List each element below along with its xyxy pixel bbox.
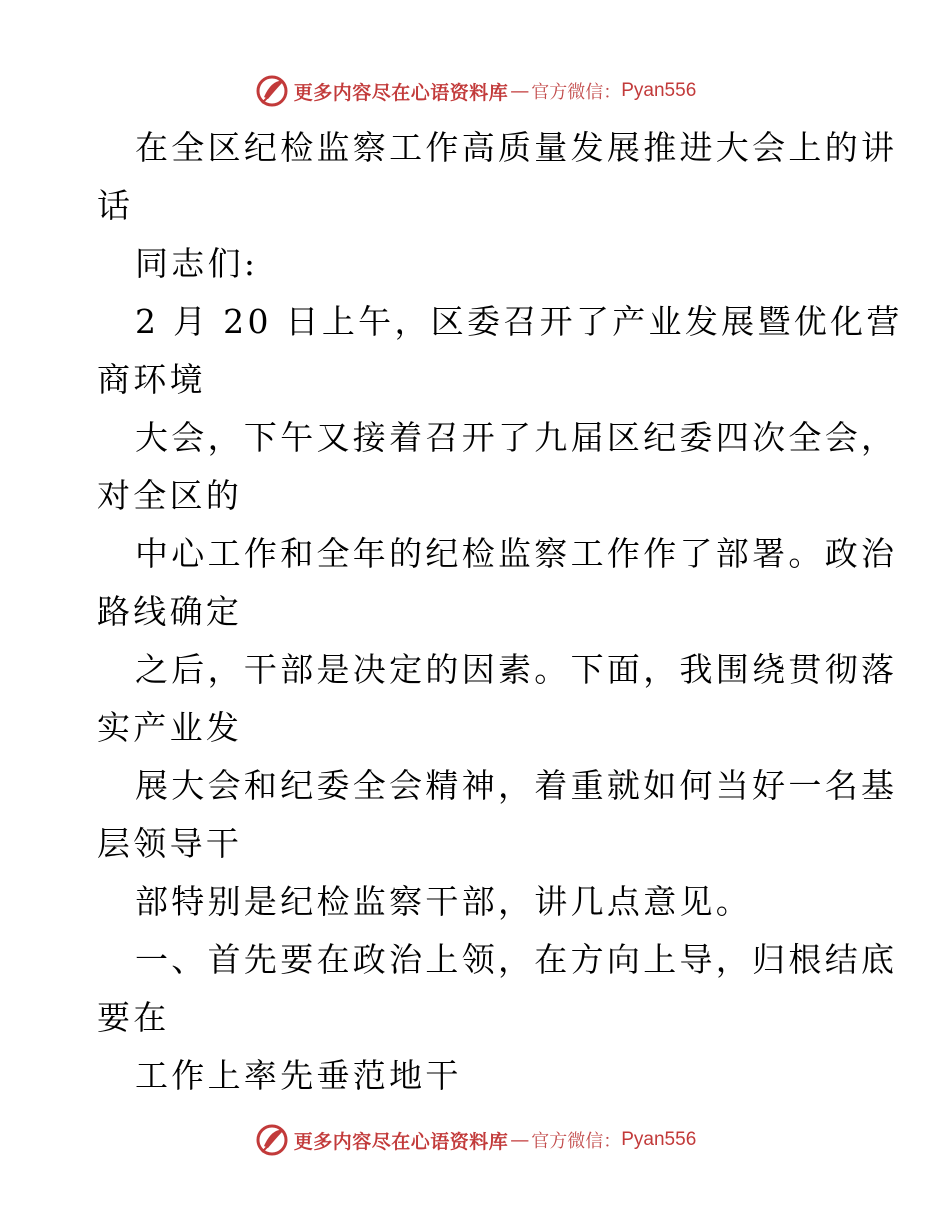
paragraph-line: 展大会和纪委全会精神，着重就如何当好一名基: [135, 766, 898, 805]
paragraph-line: 部特别是纪检监察干部，讲几点意见。: [135, 882, 753, 921]
paragraph-line: 层领导干: [97, 824, 243, 863]
pen-feather-logo-icon: [254, 1122, 290, 1158]
pen-feather-logo-icon: [254, 73, 290, 109]
banner-wechat-id: Pyan556: [621, 80, 697, 101]
banner-text: 更多内容尽在心语资料库: [293, 81, 509, 104]
paragraph-line: 商环境: [97, 360, 206, 399]
header-watermark-banner: [0, 71, 950, 111]
section-heading-line: 要在: [97, 998, 170, 1037]
document-title-line-2: 话: [97, 186, 134, 225]
section-heading-line: 一、首先要在政治上领，在方向上导，归根结底: [135, 940, 898, 979]
paragraph-line: 实产业发: [97, 708, 243, 747]
paragraph-line: 路线确定: [97, 592, 243, 631]
paragraph-line: 2 月 20 日上午，区委召开了产业发展暨优化营: [135, 302, 903, 341]
paragraph-line: 中心工作和全年的纪检监察工作作了部署。政治: [135, 534, 898, 573]
banner-official-label: 官方微信：: [531, 1131, 622, 1152]
banner-wechat-id: Pyan556: [621, 1129, 697, 1150]
footer-watermark-banner: [0, 1120, 950, 1160]
paragraph-line: 对全区的: [97, 476, 243, 515]
salutation: 同志们:: [135, 244, 259, 283]
document-title-line-1: 在全区纪检监察工作高质量发展推进大会上的讲: [135, 128, 898, 167]
paragraph-line: 大会，下午又接着召开了九届区纪委四次全会，: [135, 418, 898, 457]
banner-text: 更多内容尽在心语资料库: [293, 1130, 509, 1153]
banner-dash: —: [510, 80, 530, 102]
paragraph-line: 之后，干部是决定的因素。下面，我围绕贯彻落: [135, 650, 898, 689]
banner-official-label: 官方微信：: [531, 82, 622, 103]
banner-dash: —: [510, 1129, 530, 1151]
section-heading-line: 工作上率先垂范地干: [135, 1056, 462, 1095]
